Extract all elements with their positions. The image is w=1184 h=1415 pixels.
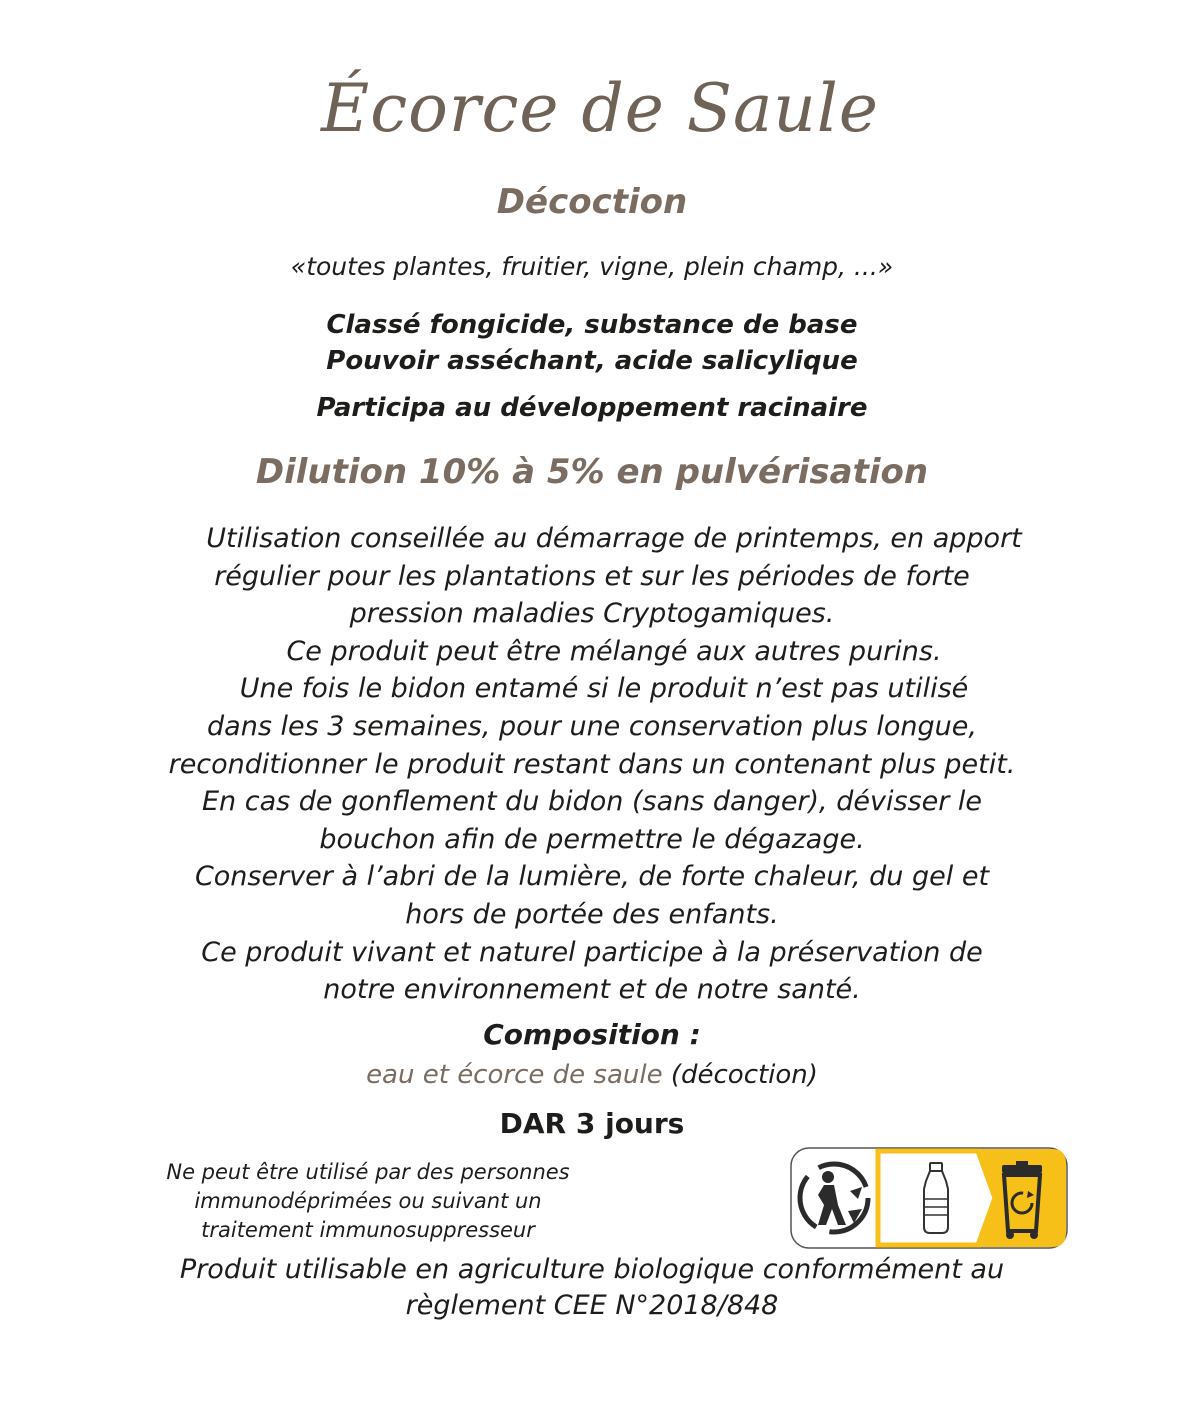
usage-line: hors de portée des enfants. bbox=[405, 898, 779, 930]
usage-line: dans les 3 semaines, pour une conservation plus longue, bbox=[207, 710, 977, 742]
dilution-instructions: Dilution 10% à 5% en pulvérisation bbox=[255, 452, 929, 492]
usage-line: notre environnement et de notre santé. bbox=[323, 974, 861, 1006]
warning-line: traitement immunosuppresseur bbox=[201, 1218, 535, 1242]
usage-line: reconditionner le produit restant dans un contenant plus petit. bbox=[168, 748, 1016, 780]
usage-instructions bbox=[0, 520, 1184, 1009]
usage-line: En cas de gonflement du bidon (sans danger), dévisser le bbox=[202, 786, 982, 818]
dar-notice: DAR 3 jours bbox=[499, 1107, 685, 1140]
composition-ingredients: eau et écorce de saule bbox=[366, 1060, 663, 1090]
composition-line bbox=[0, 1060, 1184, 1090]
usage-line: bouchon afin de permettre le dégazage. bbox=[319, 823, 865, 855]
target-crops: «toutes plantes, fruitier, vigne, plein champ, ...» bbox=[290, 252, 894, 281]
warning-line: Ne peut être utilisé par des personnes bbox=[166, 1160, 570, 1184]
usage-line: Conserver à l’abri de la lumière, de forte chaleur, du gel et bbox=[194, 861, 990, 893]
product-title: Écorce de Saule bbox=[321, 70, 879, 147]
usage-line: régulier pour les plantations et sur les périodes de forte bbox=[214, 560, 970, 592]
organic-line: Produit utilisable en agriculture biologique conformément au bbox=[179, 1254, 1005, 1285]
property-line: Pouvoir asséchant, acide salicylique bbox=[326, 346, 858, 376]
usage-line: Utilisation conseillée au démarrage de printemps, en apport bbox=[206, 523, 1022, 554]
product-subtitle: Décoction bbox=[496, 182, 688, 222]
composition-method: (décoction) bbox=[670, 1060, 818, 1090]
composition-heading: Composition : bbox=[483, 1018, 701, 1051]
usage-line: pression maladies Cryptogamiques. bbox=[349, 598, 835, 630]
property-line: Participa au développement racinaire bbox=[316, 393, 868, 423]
organic-line: règlement CEE N°2018/848 bbox=[405, 1290, 779, 1321]
organic-farming-notice bbox=[0, 1252, 1184, 1324]
health-warning bbox=[118, 1158, 618, 1245]
property-line: Classé fongicide, substance de base bbox=[326, 310, 858, 340]
usage-line: Une fois le bidon entamé si le produit n’est pas utilisé bbox=[239, 673, 969, 705]
warning-line: immunodéprimées ou suivant un bbox=[194, 1189, 542, 1213]
usage-line: Ce produit vivant et naturel participe à la préservation de bbox=[201, 936, 983, 968]
recycling-logo bbox=[790, 1147, 1068, 1249]
usage-line: Ce produit peut être mélangé aux autres purins. bbox=[286, 635, 942, 667]
